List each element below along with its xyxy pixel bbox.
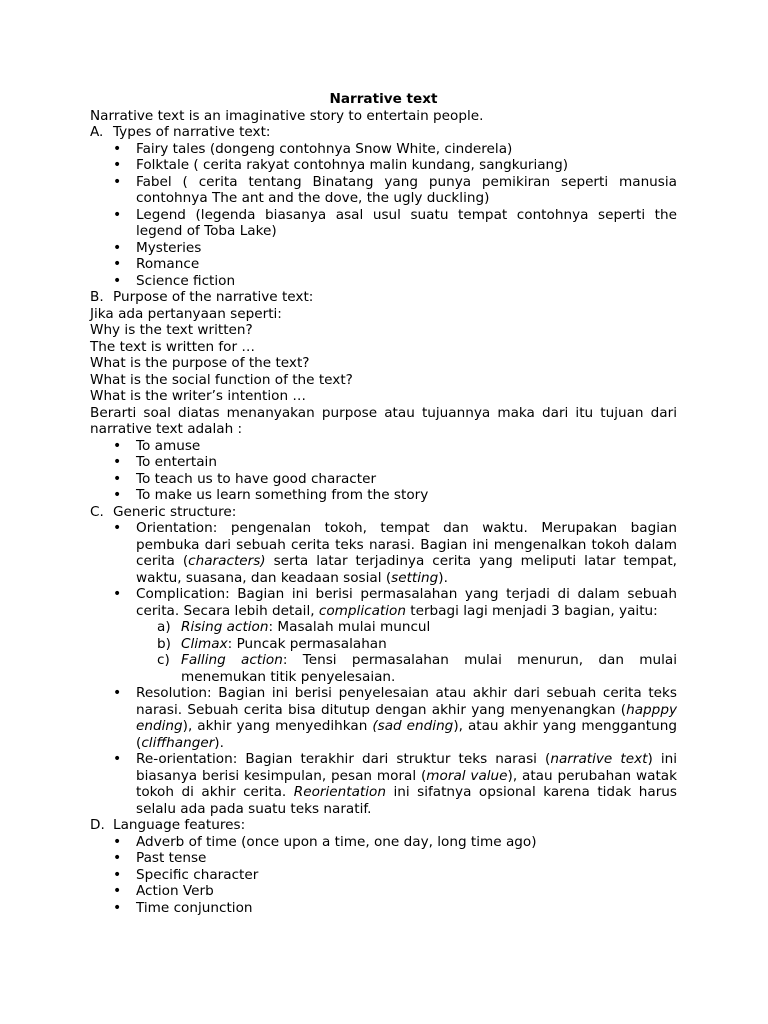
- sub-item: [157, 635, 677, 653]
- text-run: : Puncak permasalahan: [227, 635, 387, 652]
- question-line: What is the purpose of the text?: [90, 355, 310, 371]
- text-run: ).: [438, 569, 448, 586]
- document-title: Narrative text: [329, 91, 438, 107]
- sub-letter: b): [157, 635, 171, 652]
- section-d-heading: [90, 817, 677, 834]
- list-item: • Legend (legenda biasanya asal usul suatu tempat contohnya seperti the legend of Toba Lake): [136, 207, 677, 240]
- structure-list: [90, 520, 677, 817]
- text-run: ini sifatnya opsional karena tidak harus selalu ada pada suatu teks naratif.: [136, 784, 678, 817]
- list-item: • To amuse: [136, 438, 677, 455]
- italic-term: complication: [318, 602, 406, 619]
- document-page: [90, 91, 677, 916]
- italic-term: Falling action: [181, 652, 283, 668]
- list-item: • Fabel ( cerita tentang Binatang yang punya pemikiran seperti manusia contohnya The ant and the dove, the ugly duckling): [136, 174, 677, 207]
- italic-term: Climax: [181, 635, 228, 652]
- complication-item: [136, 586, 677, 685]
- orientation-item: [136, 520, 677, 586]
- resolution-item: [136, 685, 677, 751]
- italic-term: Rising action: [181, 619, 269, 635]
- language-features-list: [90, 834, 677, 917]
- section-label: D.: [90, 817, 105, 833]
- section-label: C.: [90, 503, 104, 520]
- text-run: Re-orientation: Bagian terakhir dari struktur teks narasi (: [136, 751, 551, 767]
- types-list: [90, 141, 677, 290]
- text-run: serta latar terjadinya cerita yang meliputi latar tempat, waktu, suasana, dan keadaan sosial (: [136, 553, 677, 586]
- text-run: ), akhir yang menyedihkan: [182, 718, 373, 734]
- sub-item: [157, 652, 677, 685]
- question-line: The text is written for …: [90, 338, 255, 355]
- list-item: • Mysteries: [136, 240, 677, 257]
- italic-term: happpy ending: [136, 701, 677, 734]
- purpose-paragraph: Berarti soal diatas menanyakan purpose atau tujuannya maka dari itu tujuan dari narrative text adalah :: [90, 404, 677, 437]
- italic-term: characters): [188, 553, 266, 569]
- section-heading: Purpose of the narrative text:: [113, 289, 314, 305]
- section-a-heading: [90, 124, 677, 141]
- list-item: • To teach us to have good character: [136, 471, 677, 488]
- section-label: A.: [90, 124, 104, 140]
- intro-text: Narrative text is an imaginative story to entertain people.: [90, 107, 484, 124]
- sub-letter: a): [157, 619, 171, 635]
- list-item: • Specific character: [136, 867, 677, 884]
- list-item: • Fairy tales (dongeng contohnya Snow White, cinderela): [136, 141, 677, 158]
- text-run: : Tensi permasalahan mulai menurun, dan mulai menemukan titik penyelesaian.: [181, 652, 677, 685]
- italic-term: (sad ending: [372, 718, 454, 734]
- italic-term: narrative text: [550, 751, 648, 767]
- italic-term: Reorientation: [293, 784, 386, 800]
- text-run: Complication: Bagian ini berisi permasalahan yang terjadi di dalam sebuah cerita. Secara lebih detail,: [136, 586, 677, 619]
- section-c-heading: [90, 504, 677, 521]
- text-run: terbagi lagi menjadi 3 bagian, yaitu:: [405, 602, 658, 619]
- section-heading: Language features:: [113, 817, 246, 833]
- section-label: B.: [90, 289, 104, 305]
- list-item: • Romance: [136, 256, 677, 273]
- text-run: : Masalah mulai muncul: [268, 619, 431, 635]
- sub-letter: c): [157, 652, 170, 668]
- text-run: Resolution: Bagian ini berisi penyelesaian atau akhir dari sebuah cerita teks narasi. Sebuah cerita bisa ditutup dengan akhir yang menyenangkan (: [136, 685, 677, 718]
- complication-sublist: [136, 619, 677, 685]
- section-heading: Generic structure:: [113, 503, 237, 520]
- list-item: • Folktale ( cerita rakyat contohnya malin kundang, sangkuriang): [136, 157, 677, 174]
- text-run: Orientation: pengenalan tokoh, tempat dan waktu. Merupakan bagian pembuka dari sebuah cerita teks narasi. Bagian ini mengenalkan tokoh dalam cerita (: [136, 520, 677, 569]
- list-item: • Past tense: [136, 850, 677, 867]
- question-line: What is the social function of the text?: [90, 371, 353, 388]
- reorientation-item: [136, 751, 677, 817]
- list-item: • Science fiction: [136, 273, 677, 290]
- sub-item: [157, 619, 677, 636]
- list-item: • To make us learn something from the story: [136, 487, 677, 504]
- list-item: • Adverb of time (once upon a time, one day, long time ago): [136, 834, 677, 851]
- section-b-heading: [90, 289, 677, 306]
- text-run: ).: [214, 734, 224, 751]
- italic-term: setting: [391, 569, 439, 586]
- section-heading: Types of narrative text:: [113, 124, 271, 140]
- text-run: ), atau perubahan watak tokoh di akhir cerita.: [136, 767, 677, 800]
- list-item: • Time conjunction: [136, 900, 677, 917]
- question-line: Jika ada pertanyaan seperti:: [90, 305, 282, 322]
- list-item: • Action Verb: [136, 883, 677, 900]
- italic-term: moral value: [426, 767, 508, 784]
- purpose-list: [90, 438, 677, 504]
- italic-term: cliffhanger: [141, 734, 215, 751]
- question-line: Why is the text written?: [90, 322, 253, 338]
- list-item: • To entertain: [136, 454, 677, 471]
- text-run: ), atau akhir yang menggantung (: [136, 718, 677, 751]
- question-line: What is the writer’s intention …: [90, 388, 306, 404]
- text-run: ) ini biasanya berisi kesimpulan, pesan moral (: [136, 751, 678, 784]
